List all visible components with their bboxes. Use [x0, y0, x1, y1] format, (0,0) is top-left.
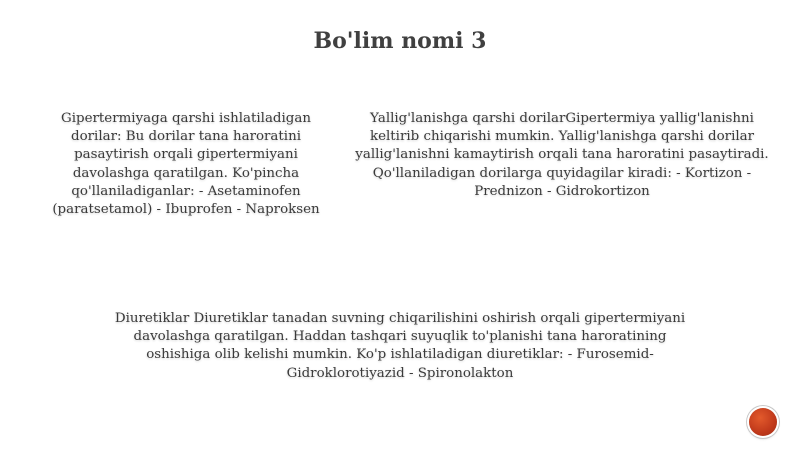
text-block-anti-inflammatory: Yallig'lanishga qarshi dorilarGipertermiya yallig'lanishni keltirib chiqarishi mumkin. Yallig'lanishga qarshi dorilar yallig'lanishni kamaytirish orqali tana haroratini pasaytiradi. Qo'llaniladigan dorilarga quyidagilar kiradi: - Kortizon - Prednizon - Gidrokortizon — [355, 111, 769, 199]
next-slide-button[interactable] — [749, 408, 777, 436]
text-block-antipyretics: Gipertermiyaga qarshi ishlatiladigan dorilar: Bu dorilar tana haroratini pasaytirish orqali gipertermiyani davolashga qaratilgan. Ko'pincha qo'llaniladiganlar: - Asetaminofen (paratsetamol) - Ibuprofen - Naproksen — [52, 111, 320, 218]
slide-title: Bo'lim nomi 3 — [313, 28, 487, 54]
text-block-diuretics: Diuretiklar Diuretiklar tanadan suvning chiqarilishini oshirish orqali gipertermiyani davolashga qaratilgan. Haddan tashqari suyuqlik to'planishi tana haroratining oshishiga olib kelishi mumkin. Ko'p ishlatiladigan diuretiklar: - Furosemid- Gidroklorotiyazid - Spironolakton — [114, 311, 686, 381]
